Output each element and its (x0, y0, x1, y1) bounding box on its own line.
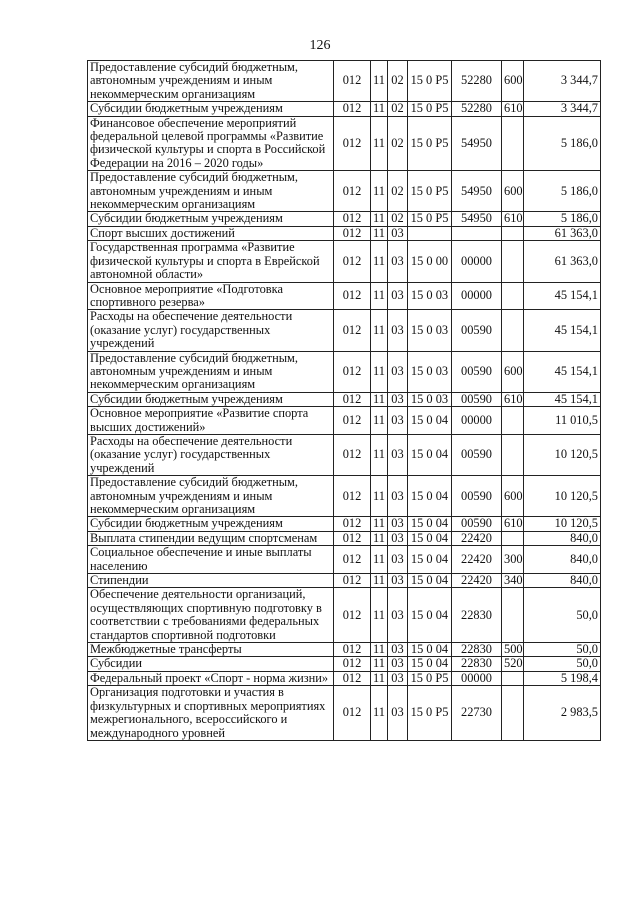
row-rz-cell: 11 (371, 407, 388, 435)
row-csr-code-cell: 00000 (452, 671, 502, 685)
row-sum-cell: 50,0 (524, 657, 601, 671)
row-csr-prefix-cell: 15 0 04 (408, 434, 452, 475)
row-name-cell: Предоставление субсидий бюджетным, автономным учреждениям и иным некоммерческим организациям (88, 171, 334, 212)
row-rz-cell: 11 (371, 531, 388, 545)
row-vr-cell: 610 (502, 212, 524, 226)
table-row (88, 546, 601, 574)
row-ved-cell: 012 (334, 588, 371, 643)
row-name-cell: Предоставление субсидий бюджетным, автономным учреждениям и иным некоммерческим организациям (88, 351, 334, 392)
row-rz-cell: 11 (371, 212, 388, 226)
table-row (88, 657, 601, 671)
row-vr-cell: 340 (502, 574, 524, 588)
row-sum-cell: 5 186,0 (524, 171, 601, 212)
row-name-cell: Финансовое обеспечение мероприятий федеральной целевой программы «Развитие физической культуры и спорта в Российской Федерации на 2016 – 2020 годы» (88, 116, 334, 171)
row-ved-cell: 012 (334, 546, 371, 574)
row-name-cell: Федеральный проект «Спорт - норма жизни» (88, 671, 334, 685)
row-csr-code-cell (452, 226, 502, 240)
row-rz-cell: 11 (371, 517, 388, 531)
row-csr-prefix-cell: 15 0 04 (408, 546, 452, 574)
table-row (88, 102, 601, 116)
row-csr-prefix-cell: 15 0 04 (408, 531, 452, 545)
row-csr-code-cell: 00590 (452, 517, 502, 531)
row-sum-cell: 50,0 (524, 588, 601, 643)
row-csr-prefix-cell: 15 0 P5 (408, 102, 452, 116)
table-row (88, 574, 601, 588)
row-name-cell: Основное мероприятие «Развитие спорта высших достижений» (88, 407, 334, 435)
row-vr-cell: 600 (502, 476, 524, 517)
table-row (88, 116, 601, 171)
row-vr-cell: 610 (502, 517, 524, 531)
row-csr-prefix-cell: 15 0 03 (408, 351, 452, 392)
row-ved-cell: 012 (334, 686, 371, 741)
row-rz-cell: 11 (371, 351, 388, 392)
row-csr-prefix-cell (408, 226, 452, 240)
row-vr-cell (502, 434, 524, 475)
budget-table (87, 60, 601, 741)
row-csr-code-cell: 00590 (452, 392, 502, 406)
row-sum-cell: 840,0 (524, 531, 601, 545)
row-sum-cell: 5 198,4 (524, 671, 601, 685)
row-pr-cell: 03 (388, 671, 408, 685)
budget-table-body (88, 61, 601, 741)
row-vr-cell (502, 686, 524, 741)
row-rz-cell: 11 (371, 686, 388, 741)
row-csr-prefix-cell: 15 0 00 (408, 241, 452, 282)
table-row (88, 226, 601, 240)
table-row (88, 531, 601, 545)
row-pr-cell: 02 (388, 212, 408, 226)
row-vr-cell (502, 282, 524, 310)
row-pr-cell: 03 (388, 407, 408, 435)
row-rz-cell: 11 (371, 392, 388, 406)
row-pr-cell: 03 (388, 588, 408, 643)
row-name-cell: Субсидии бюджетным учреждениям (88, 392, 334, 406)
row-rz-cell: 11 (371, 643, 388, 657)
row-csr-prefix-cell: 15 0 P5 (408, 171, 452, 212)
row-rz-cell: 11 (371, 116, 388, 171)
row-ved-cell: 012 (334, 310, 371, 351)
row-sum-cell: 840,0 (524, 574, 601, 588)
table-row (88, 671, 601, 685)
row-name-cell: Субсидии бюджетным учреждениям (88, 517, 334, 531)
row-name-cell: Субсидии бюджетным учреждениям (88, 212, 334, 226)
row-csr-code-cell: 22420 (452, 531, 502, 545)
row-name-cell: Предоставление субсидий бюджетным, автономным учреждениям и иным некоммерческим организациям (88, 476, 334, 517)
table-row (88, 212, 601, 226)
table-row (88, 686, 601, 741)
row-name-cell: Предоставление субсидий бюджетным, автономным учреждениям и иным некоммерческим организациям (88, 61, 334, 102)
table-row (88, 241, 601, 282)
row-vr-cell (502, 310, 524, 351)
row-csr-prefix-cell: 15 0 04 (408, 574, 452, 588)
row-pr-cell: 03 (388, 517, 408, 531)
row-ved-cell: 012 (334, 517, 371, 531)
table-row (88, 310, 601, 351)
row-name-cell: Обеспечение деятельности организаций, осуществляющих спортивную подготовку в соответствии с требованиями федеральных стандартов спортивной подготовки (88, 588, 334, 643)
row-csr-code-cell: 22730 (452, 686, 502, 741)
row-csr-code-cell: 00590 (452, 476, 502, 517)
row-csr-code-cell: 52280 (452, 61, 502, 102)
row-name-cell: Выплата стипендии ведущим спортсменам (88, 531, 334, 545)
row-sum-cell: 5 186,0 (524, 116, 601, 171)
row-sum-cell: 61 363,0 (524, 226, 601, 240)
row-csr-prefix-cell: 15 0 P5 (408, 61, 452, 102)
row-sum-cell: 10 120,5 (524, 476, 601, 517)
table-row (88, 61, 601, 102)
row-csr-code-cell: 00590 (452, 434, 502, 475)
row-ved-cell: 012 (334, 212, 371, 226)
row-csr-code-cell: 52280 (452, 102, 502, 116)
row-csr-prefix-cell: 15 0 P5 (408, 212, 452, 226)
row-csr-prefix-cell: 15 0 03 (408, 310, 452, 351)
row-rz-cell: 11 (371, 588, 388, 643)
row-csr-code-cell: 00590 (452, 310, 502, 351)
table-row (88, 476, 601, 517)
row-pr-cell: 03 (388, 282, 408, 310)
row-rz-cell: 11 (371, 476, 388, 517)
row-ved-cell: 012 (334, 434, 371, 475)
row-csr-prefix-cell: 15 0 04 (408, 517, 452, 531)
row-vr-cell: 520 (502, 657, 524, 671)
row-csr-code-cell: 22830 (452, 657, 502, 671)
row-pr-cell: 03 (388, 531, 408, 545)
row-vr-cell (502, 407, 524, 435)
row-vr-cell: 600 (502, 351, 524, 392)
row-ved-cell: 012 (334, 102, 371, 116)
row-pr-cell: 03 (388, 226, 408, 240)
row-vr-cell: 610 (502, 392, 524, 406)
row-vr-cell: 300 (502, 546, 524, 574)
row-pr-cell: 03 (388, 643, 408, 657)
row-name-cell: Субсидии бюджетным учреждениям (88, 102, 334, 116)
row-vr-cell (502, 226, 524, 240)
row-csr-code-cell: 54950 (452, 171, 502, 212)
row-csr-code-cell: 22830 (452, 588, 502, 643)
row-csr-code-cell: 22420 (452, 574, 502, 588)
row-pr-cell: 02 (388, 116, 408, 171)
row-ved-cell: 012 (334, 671, 371, 685)
page-number: 126 (309, 38, 331, 53)
row-csr-prefix-cell: 15 0 P5 (408, 671, 452, 685)
row-pr-cell: 03 (388, 351, 408, 392)
row-csr-code-cell: 22420 (452, 546, 502, 574)
row-name-cell: Организация подготовки и участия в физкультурных и спортивных мероприятиях межрегионального, всероссийского и международного уровней (88, 686, 334, 741)
row-sum-cell: 5 186,0 (524, 212, 601, 226)
row-rz-cell: 11 (371, 434, 388, 475)
row-sum-cell: 45 154,1 (524, 351, 601, 392)
row-pr-cell: 03 (388, 574, 408, 588)
row-name-cell: Расходы на обеспечение деятельности (оказание услуг) государственных учреждений (88, 310, 334, 351)
row-pr-cell: 03 (388, 657, 408, 671)
row-csr-prefix-cell: 15 0 03 (408, 392, 452, 406)
row-pr-cell: 03 (388, 686, 408, 741)
table-row (88, 434, 601, 475)
row-rz-cell: 11 (371, 241, 388, 282)
row-ved-cell: 012 (334, 476, 371, 517)
row-csr-code-cell: 00000 (452, 241, 502, 282)
row-csr-prefix-cell: 15 0 P5 (408, 686, 452, 741)
row-sum-cell: 45 154,1 (524, 282, 601, 310)
row-vr-cell: 600 (502, 171, 524, 212)
row-rz-cell: 11 (371, 226, 388, 240)
row-csr-code-cell: 00590 (452, 351, 502, 392)
row-pr-cell: 03 (388, 546, 408, 574)
table-row (88, 392, 601, 406)
row-sum-cell: 45 154,1 (524, 310, 601, 351)
row-pr-cell: 03 (388, 476, 408, 517)
row-vr-cell (502, 671, 524, 685)
row-csr-code-cell: 54950 (452, 212, 502, 226)
row-ved-cell: 012 (334, 407, 371, 435)
row-pr-cell: 03 (388, 241, 408, 282)
row-name-cell: Межбюджетные трансферты (88, 643, 334, 657)
row-name-cell: Расходы на обеспечение деятельности (оказание услуг) государственных учреждений (88, 434, 334, 475)
row-ved-cell: 012 (334, 643, 371, 657)
table-row (88, 407, 601, 435)
row-rz-cell: 11 (371, 310, 388, 351)
row-sum-cell: 11 010,5 (524, 407, 601, 435)
row-pr-cell: 02 (388, 61, 408, 102)
row-ved-cell: 012 (334, 282, 371, 310)
row-name-cell: Субсидии (88, 657, 334, 671)
row-csr-code-cell: 22830 (452, 643, 502, 657)
row-sum-cell: 3 344,7 (524, 61, 601, 102)
row-csr-prefix-cell: 15 0 04 (408, 643, 452, 657)
row-csr-prefix-cell: 15 0 03 (408, 282, 452, 310)
row-name-cell: Основное мероприятие «Подготовка спортивного резерва» (88, 282, 334, 310)
row-rz-cell: 11 (371, 546, 388, 574)
row-sum-cell: 50,0 (524, 643, 601, 657)
table-row (88, 643, 601, 657)
row-ved-cell: 012 (334, 116, 371, 171)
row-name-cell: Социальное обеспечение и иные выплаты населению (88, 546, 334, 574)
row-ved-cell: 012 (334, 351, 371, 392)
row-sum-cell: 61 363,0 (524, 241, 601, 282)
table-row (88, 517, 601, 531)
row-pr-cell: 03 (388, 392, 408, 406)
row-ved-cell: 012 (334, 531, 371, 545)
table-row (88, 282, 601, 310)
row-vr-cell (502, 116, 524, 171)
row-rz-cell: 11 (371, 102, 388, 116)
row-csr-prefix-cell: 15 0 04 (408, 588, 452, 643)
row-ved-cell: 012 (334, 226, 371, 240)
row-sum-cell: 2 983,5 (524, 686, 601, 741)
row-sum-cell: 10 120,5 (524, 517, 601, 531)
row-name-cell: Стипендии (88, 574, 334, 588)
row-name-cell: Государственная программа «Развитие физической культуры и спорта в Еврейской автономной области» (88, 241, 334, 282)
row-vr-cell (502, 531, 524, 545)
row-pr-cell: 03 (388, 310, 408, 351)
table-row (88, 351, 601, 392)
row-csr-prefix-cell: 15 0 04 (408, 476, 452, 517)
row-vr-cell: 610 (502, 102, 524, 116)
row-pr-cell: 02 (388, 102, 408, 116)
table-row (88, 171, 601, 212)
row-csr-code-cell: 00000 (452, 407, 502, 435)
row-sum-cell: 45 154,1 (524, 392, 601, 406)
row-sum-cell: 3 344,7 (524, 102, 601, 116)
row-ved-cell: 012 (334, 61, 371, 102)
row-ved-cell: 012 (334, 171, 371, 212)
row-pr-cell: 03 (388, 434, 408, 475)
row-rz-cell: 11 (371, 671, 388, 685)
row-vr-cell (502, 588, 524, 643)
row-rz-cell: 11 (371, 282, 388, 310)
row-ved-cell: 012 (334, 241, 371, 282)
row-rz-cell: 11 (371, 657, 388, 671)
row-ved-cell: 012 (334, 657, 371, 671)
row-vr-cell: 500 (502, 643, 524, 657)
row-ved-cell: 012 (334, 574, 371, 588)
table-row (88, 588, 601, 643)
row-vr-cell (502, 241, 524, 282)
row-ved-cell: 012 (334, 392, 371, 406)
row-sum-cell: 10 120,5 (524, 434, 601, 475)
row-rz-cell: 11 (371, 574, 388, 588)
row-csr-prefix-cell: 15 0 04 (408, 657, 452, 671)
row-pr-cell: 02 (388, 171, 408, 212)
row-vr-cell: 600 (502, 61, 524, 102)
row-csr-prefix-cell: 15 0 P5 (408, 116, 452, 171)
row-csr-code-cell: 54950 (452, 116, 502, 171)
row-csr-prefix-cell: 15 0 04 (408, 407, 452, 435)
row-sum-cell: 840,0 (524, 546, 601, 574)
row-rz-cell: 11 (371, 61, 388, 102)
row-name-cell: Спорт высших достижений (88, 226, 334, 240)
row-rz-cell: 11 (371, 171, 388, 212)
row-csr-code-cell: 00000 (452, 282, 502, 310)
